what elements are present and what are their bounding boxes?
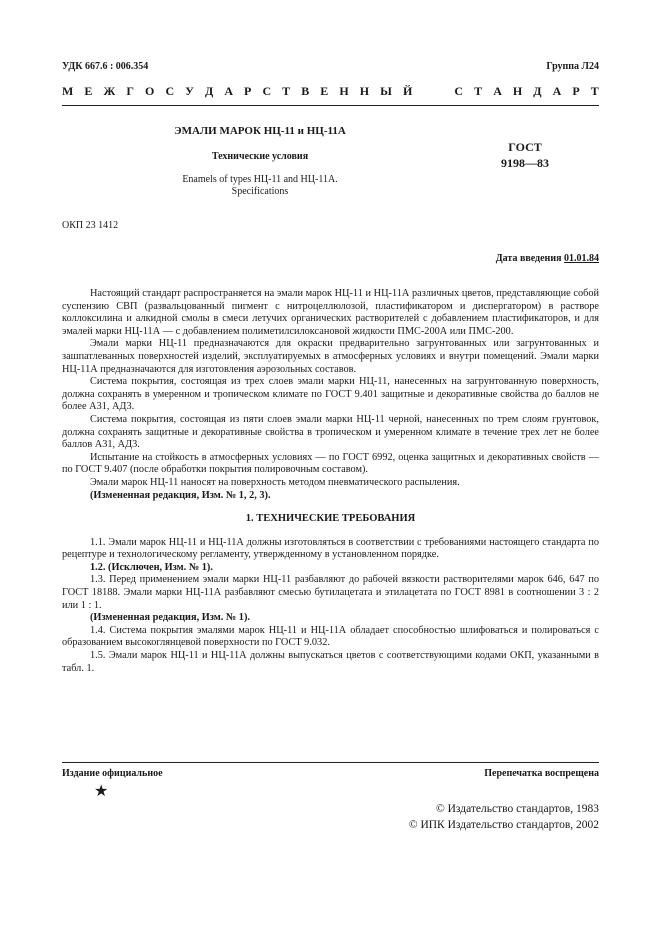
header-rule — [62, 105, 599, 106]
banner-letter: У — [185, 84, 194, 98]
banner-letter: Ы — [380, 84, 392, 98]
paragraph: Испытание на стойкость в атмосферных условиях — по ГОСТ 6992, оценка защитных и декоративных свойств — по ГОСТ 9.407 (после обработки покрытия полировочным составом). — [62, 451, 599, 476]
group-code: Группа Л24 — [546, 61, 599, 72]
banner-letter: М — [62, 84, 74, 98]
paragraph: 1.5. Эмали марок НЦ-11 и НЦ-11А должны выпускаться цветов с соответствующими кодами ОКП, указанными в табл. 1. — [62, 650, 599, 674]
udk-code: УДК 667.6 : 006.354 — [62, 61, 149, 72]
banner-letter: А — [224, 84, 233, 98]
gost-number: 9198—83 — [501, 156, 549, 170]
english-title-line2: Specifications — [231, 186, 289, 197]
banner-letter: Г — [126, 84, 134, 98]
banner-letter: А — [552, 84, 562, 98]
banner-letter: С — [165, 84, 175, 98]
banner-letter: Р — [572, 84, 580, 98]
document-subtitle: Технические условия — [211, 151, 309, 162]
effective-date-value: 01.01.84 — [564, 253, 599, 264]
banner-letter: Ж — [103, 84, 116, 98]
amendment-note: (Измененная редакция, Изм. № 1). — [90, 612, 250, 624]
banner-letter: С — [262, 84, 272, 98]
section-heading: 1. ТЕХНИЧЕСКИЕ ТРЕБОВАНИЯ — [245, 513, 416, 525]
amendment-note: (Измененная редакция, Изм. № 1, 2, 3). — [90, 489, 271, 501]
banner-letter: Е — [84, 84, 93, 98]
banner-letter: Й — [402, 84, 413, 98]
banner-letter: Н — [359, 84, 370, 98]
gost-designation — [480, 139, 570, 171]
okp-code: ОКП 23 1412 — [62, 220, 119, 231]
banner-letter: Е — [320, 84, 329, 98]
reprint-prohibited-note: Перепечатка воспрещена — [484, 768, 599, 779]
document-body — [62, 288, 599, 675]
banner-letter: О — [145, 84, 155, 98]
paragraph: 1.4. Система покрытия эмалями марок НЦ-11 и НЦ-11А обладает способностью шлифоваться и полироваться с образованием высокоглянцевой поверхности по ГОСТ 9.032. — [62, 624, 599, 649]
paragraph: 1.3. Перед применением эмали марки НЦ-11 разбавляют до рабочей вязкости растворителями марок 646, 647 по ГОСТ 18188. Эмали марки НЦ-11А разбавляют смесью бутилацетата и этилацетата по ГОСТ 8981 в соотношении 3 : 2 или 1 : 1. — [62, 574, 599, 611]
banner-letter: Р — [244, 84, 252, 98]
effective-date-label: Дата введения — [495, 253, 562, 264]
english-title — [140, 174, 380, 198]
paragraph: Система покрытия, состоящая из трех слоев эмали марки НЦ-11, нанесенных на загрунтованную поверхность, должна сохранять в умеренном и тропическом климате по ГОСТ 9.401 защитные и декоративные свойства до баллов не более А31, АД3. — [62, 376, 599, 413]
copyright-line-1: © Издательство стандартов, 1983 — [435, 803, 599, 815]
official-edition-note: Издание официальное — [62, 768, 163, 779]
banner-letter: Н — [512, 84, 523, 98]
paragraph: Эмали марок НЦ-11 наносят на поверхность методом пневматического распыления. — [90, 476, 460, 488]
effective-date — [496, 253, 599, 264]
banner-letter: С — [454, 84, 464, 98]
banner-letter: Д — [533, 84, 542, 98]
gost-label: ГОСТ — [508, 140, 542, 154]
banner-letter: Н — [339, 84, 349, 98]
paragraph: Настоящий стандарт распространяется на эмали марок НЦ-11 и НЦ-11А различных цветов, представляющие собой суспензию СВП (развальцованный пигмент с нитроцеллюлозой, пластификатором и диспергатором) в растворе коллоксилина и алкидной смолы в смеси летучих органических растворителей с добавлением пластификаторов, и для эмалей марки НЦ-11А — с добавлением полиметилсилоксановой жидкости ПМС-200А или ПМС-200. — [62, 288, 599, 337]
document-title: ЭМАЛИ МАРОК НЦ-11 и НЦ-11А — [174, 125, 346, 137]
paragraph: Эмали марки НЦ-11 предназначаются для окраски предварительно загрунтованных или загрунтованных и зашпатлеванных поверхностей изделий, эксплуатируемых в атмосферных условиях и внутри помещений. Эмали марки НЦ-11А предназначаются для изготовления аэрозольных составов. — [62, 338, 599, 375]
banner-letter: Т — [282, 84, 291, 98]
star-icon: ★ — [94, 783, 109, 800]
paragraph: 1.1. Эмали марок НЦ-11 и НЦ-11А должны изготовляться в соответствии с требованиями настоящего стандарта по рецептуре и технологическому регламенту, утвержденному в установленном порядке. — [62, 536, 599, 561]
banner-letter: Т — [590, 84, 599, 98]
standard-banner — [62, 84, 599, 99]
banner-letter: В — [301, 84, 310, 98]
banner-letter: Т — [474, 84, 483, 98]
banner-gap — [423, 84, 443, 99]
footer-rule — [62, 762, 599, 763]
paragraph: Система покрытия, состоящая из пяти слоев эмали марки НЦ-11 черной, нанесенных по трем слоям грунтовок, должна сохранять защитные и декоративные свойства в тропическом и умеренном климате в течение трех лет не более баллов А31, АД3. — [62, 413, 599, 451]
banner-letter: Д — [205, 84, 214, 98]
banner-letter: А — [493, 84, 502, 98]
english-title-line1: Enamels of types НЦ-11 and НЦ-11А. — [182, 174, 338, 185]
copyright-line-2: © ИПК Издательство стандартов, 2002 — [408, 819, 599, 831]
amendment-note: 1.2. (Исключен, Изм. № 1). — [90, 561, 213, 573]
